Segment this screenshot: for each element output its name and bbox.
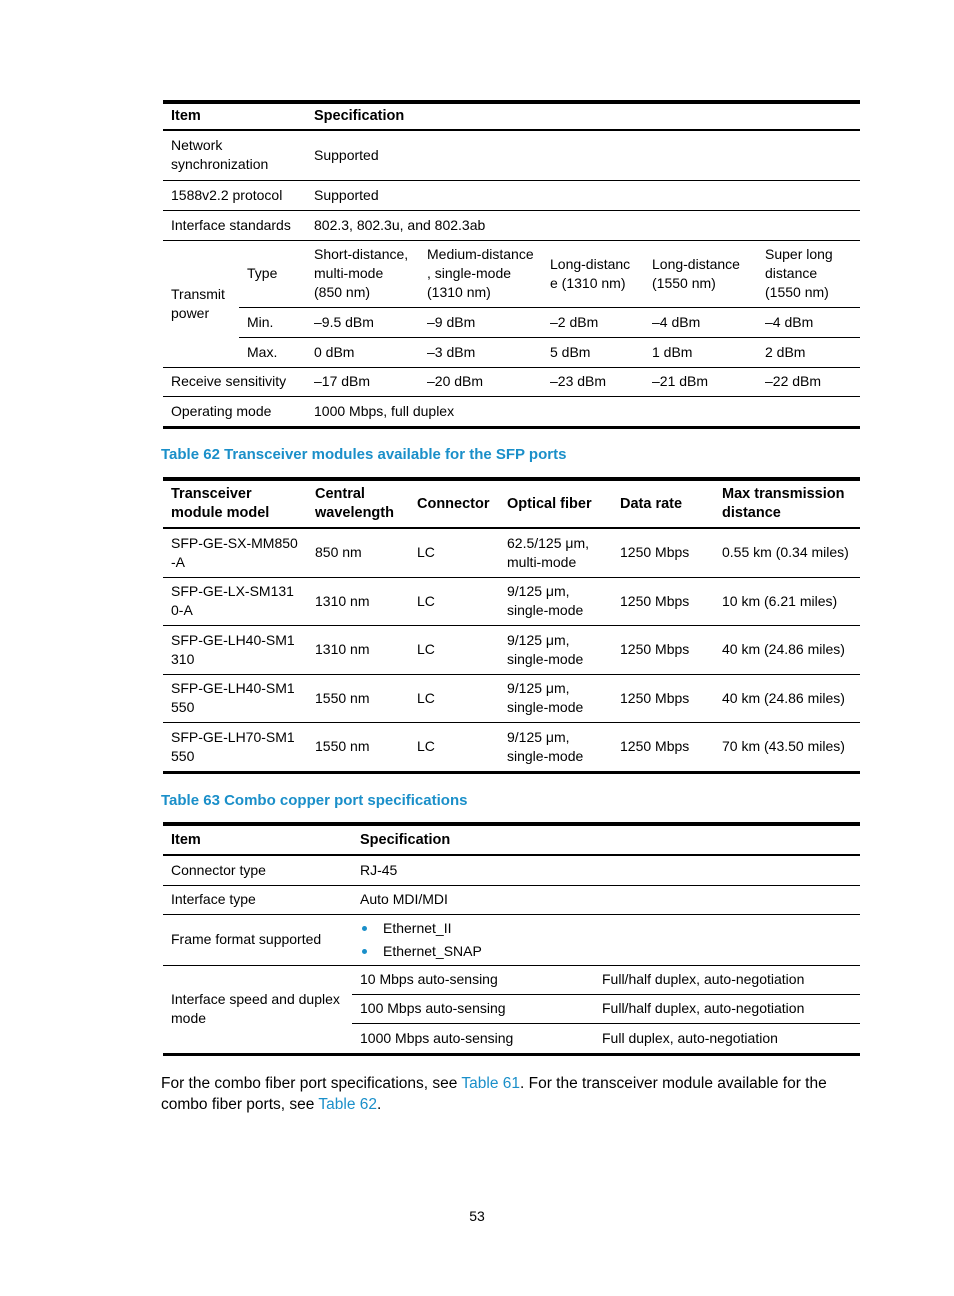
row-label: Interface type xyxy=(163,885,352,914)
cell: 9/125 μm, single-mode xyxy=(499,577,612,625)
max-cell: 5 dBm xyxy=(542,337,644,367)
table-row xyxy=(163,577,860,625)
max-cell: 0 dBm xyxy=(306,337,419,367)
table-63 xyxy=(163,822,860,1056)
cell: 62.5/125 μm, multi-mode xyxy=(499,528,612,577)
min-label: Min. xyxy=(239,307,306,337)
row-label: Frame format supported xyxy=(163,914,352,965)
cell: 9/125 μm, single-mode xyxy=(499,674,612,722)
min-cell: –9.5 dBm xyxy=(306,307,419,337)
cell: 9/125 μm, single-mode xyxy=(499,722,612,772)
table-row xyxy=(163,625,860,674)
rx-cell: –23 dBm xyxy=(542,367,644,396)
row-value: Auto MDI/MDI xyxy=(352,885,860,914)
header-item: Item xyxy=(163,824,352,855)
type-cell: Medium-distance , single-mode (1310 nm) xyxy=(419,240,542,307)
list-item-text: Ethernet_II xyxy=(383,919,452,936)
rx-cell: –20 dBm xyxy=(419,367,542,396)
min-cell: –2 dBm xyxy=(542,307,644,337)
speed-cell: 10 Mbps auto-sensing xyxy=(352,965,594,994)
row-label: Connector type xyxy=(163,855,352,885)
table-63-caption: Table 63 Combo copper port specifications xyxy=(161,792,468,809)
row-label: Interface speed and duplex mode xyxy=(163,965,352,1054)
list-item xyxy=(360,917,852,940)
min-cell: –4 dBm xyxy=(644,307,757,337)
row-value: 1000 Mbps, full duplex xyxy=(306,396,860,427)
row-label: Receive sensitivity xyxy=(163,367,306,396)
cell: LC xyxy=(409,528,499,577)
max-cell: 2 dBm xyxy=(757,337,860,367)
cell: 1250 Mbps xyxy=(612,577,714,625)
min-cell: –4 dBm xyxy=(757,307,860,337)
type-cell: Long-distanc e (1310 nm) xyxy=(542,240,644,307)
paragraph-text: . For the transceiver module available for the combo fiber ports, see xyxy=(161,1075,827,1113)
table-62-link[interactable]: Table 62 xyxy=(318,1096,377,1113)
cell: 1250 Mbps xyxy=(612,528,714,577)
cell: 70 km (43.50 miles) xyxy=(714,722,860,772)
row-value: Supported xyxy=(306,130,860,180)
cell: 1310 nm xyxy=(307,625,409,674)
cell: LC xyxy=(409,722,499,772)
duplex-cell: Full duplex, auto-negotiation xyxy=(594,1023,860,1054)
cell: 1250 Mbps xyxy=(612,625,714,674)
bullet-icon xyxy=(362,949,367,954)
cell: 850 nm xyxy=(307,528,409,577)
cell: 9/125 μm, single-mode xyxy=(499,625,612,674)
cell: 1250 Mbps xyxy=(612,674,714,722)
cell: LC xyxy=(409,625,499,674)
type-cell: Long-distance (1550 nm) xyxy=(644,240,757,307)
row-label: Network synchronization xyxy=(163,130,306,180)
table-row xyxy=(163,528,860,577)
type-cell: Super long distance (1550 nm) xyxy=(757,240,860,307)
cell: 40 km (24.86 miles) xyxy=(714,625,860,674)
paragraph-text: . xyxy=(377,1096,382,1113)
max-cell: –3 dBm xyxy=(419,337,542,367)
transmit-power-label: Transmit power xyxy=(163,240,239,367)
header-item: Item xyxy=(163,102,306,130)
cell: 0.55 km (0.34 miles) xyxy=(714,528,860,577)
list-item-text: Ethernet_SNAP xyxy=(383,942,482,959)
header-specification: Specification xyxy=(352,824,860,855)
col-header: Central wavelength xyxy=(307,479,409,528)
col-header: Connector xyxy=(409,479,499,528)
rx-cell: –21 dBm xyxy=(644,367,757,396)
cell: SFP-GE-LH40-SM1550 xyxy=(163,674,307,722)
type-label: Type xyxy=(239,240,306,307)
speed-cell: 100 Mbps auto-sensing xyxy=(352,994,594,1023)
max-label: Max. xyxy=(239,337,306,367)
cell: SFP-GE-LX-SM1310-A xyxy=(163,577,307,625)
row-label: Operating mode xyxy=(163,396,306,427)
cell: 10 km (6.21 miles) xyxy=(714,577,860,625)
col-header: Optical fiber xyxy=(499,479,612,528)
cell: 1250 Mbps xyxy=(612,722,714,772)
duplex-cell: Full/half duplex, auto-negotiation xyxy=(594,994,860,1023)
type-cell: Short-distance, multi-mode (850 nm) xyxy=(306,240,419,307)
bullet-icon xyxy=(362,926,367,931)
cell: 1310 nm xyxy=(307,577,409,625)
col-header: Data rate xyxy=(612,479,714,528)
cell: 1550 nm xyxy=(307,674,409,722)
table-61 xyxy=(163,100,860,429)
row-label: 1588v2.2 protocol xyxy=(163,180,306,210)
frame-format-list-cell xyxy=(352,914,860,965)
rx-cell: –22 dBm xyxy=(757,367,860,396)
cell: 1550 nm xyxy=(307,722,409,772)
cell: SFP-GE-LH40-SM1310 xyxy=(163,625,307,674)
table-62-caption: Table 62 Transceiver modules available for the SFP ports xyxy=(161,446,567,463)
table-61-link[interactable]: Table 61 xyxy=(461,1075,520,1092)
paragraph-text: For the combo fiber port specifications, see xyxy=(161,1075,462,1092)
cell: SFP-GE-LH70-SM1550 xyxy=(163,722,307,772)
table-row xyxy=(163,674,860,722)
min-cell: –9 dBm xyxy=(419,307,542,337)
cell: SFP-GE-SX-MM850-A xyxy=(163,528,307,577)
col-header: Transceiver module model xyxy=(163,479,307,528)
col-header: Max transmission distance xyxy=(714,479,860,528)
cell: LC xyxy=(409,577,499,625)
frame-format-list xyxy=(360,917,852,963)
body-paragraph xyxy=(161,1073,871,1115)
page-number: 53 xyxy=(469,1208,485,1224)
cell: LC xyxy=(409,674,499,722)
header-specification: Specification xyxy=(306,102,860,130)
max-cell: 1 dBm xyxy=(644,337,757,367)
table-row xyxy=(163,722,860,772)
row-value: 802.3, 802.3u, and 802.3ab xyxy=(306,210,860,240)
row-value: Supported xyxy=(306,180,860,210)
rx-cell: –17 dBm xyxy=(306,367,419,396)
list-item xyxy=(360,940,852,963)
speed-cell: 1000 Mbps auto-sensing xyxy=(352,1023,594,1054)
cell: 40 km (24.86 miles) xyxy=(714,674,860,722)
row-value: RJ-45 xyxy=(352,855,860,885)
table-62 xyxy=(163,477,860,774)
row-label: Interface standards xyxy=(163,210,306,240)
duplex-cell: Full/half duplex, auto-negotiation xyxy=(594,965,860,994)
